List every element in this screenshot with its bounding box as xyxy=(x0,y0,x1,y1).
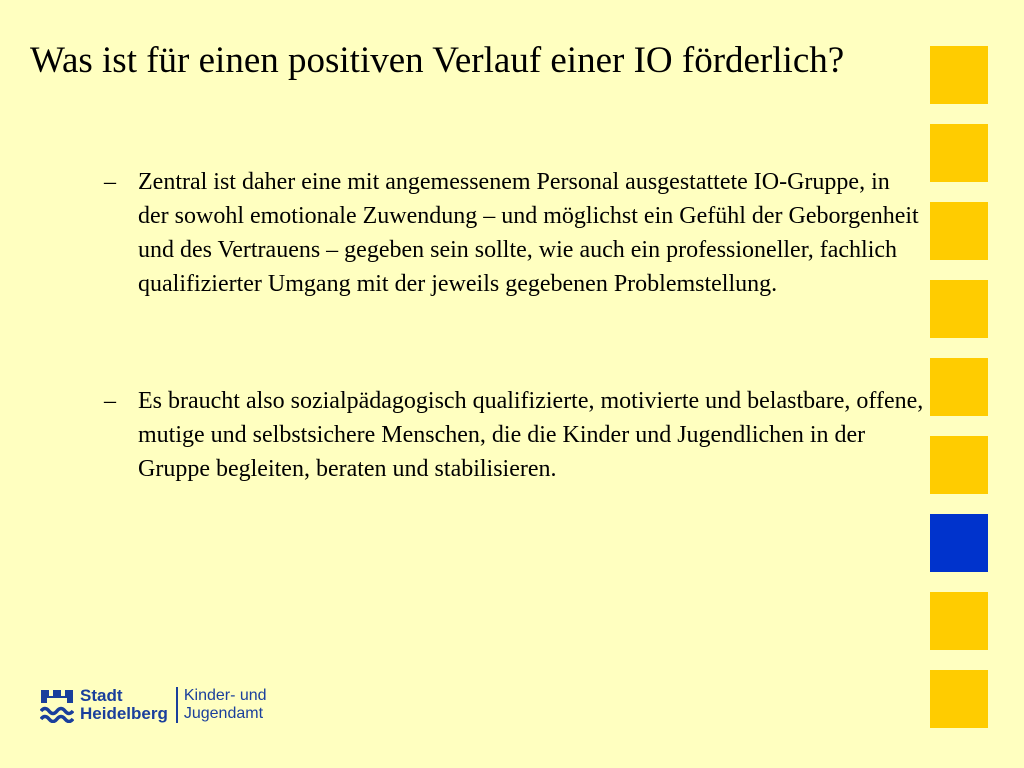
logo-divider xyxy=(176,687,178,723)
slide-title: Was ist für einen positiven Verlauf einer IO förderlich? xyxy=(30,40,845,81)
decorative-square xyxy=(930,358,988,416)
decorative-square-active xyxy=(930,514,988,572)
decorative-square xyxy=(930,436,988,494)
bullet-item xyxy=(104,165,924,301)
heidelberg-logo xyxy=(40,685,267,725)
decorative-square xyxy=(930,670,988,728)
bullet-dash: – xyxy=(104,169,116,195)
decorative-square xyxy=(930,280,988,338)
bullet-text: Zentral ist daher eine mit angemessenem Personal ausgestattete IO-Gruppe, in der sowohl emotionale Zuwendung – und möglichst ein Gefühl der Geborgenheit und des Vertrauens – gegeben sein sollte, wie auch ein professioneller, fachlich qualifizierter Umgang mit der jeweils gegebenen Problemstellung. xyxy=(138,169,919,297)
decorative-square xyxy=(930,46,988,104)
bullet-item xyxy=(104,384,924,486)
logo-department: Kinder- und Jugendamt xyxy=(183,687,267,722)
decorative-square xyxy=(930,124,988,182)
decorative-square xyxy=(930,592,988,650)
logo-city-name: Stadt Heidelberg xyxy=(80,686,168,723)
bullet-text: Es braucht also sozialpädagogisch qualifizierte, motivierte und belastbare, offene, mutige und selbstsichere Menschen, die die Kinder und Jugendlichen in der Gruppe begleiten, beraten und stabilisieren. xyxy=(138,388,924,482)
decorative-square xyxy=(930,202,988,260)
heidelberg-logo-icon xyxy=(40,687,74,723)
bullet-dash: – xyxy=(104,388,116,414)
